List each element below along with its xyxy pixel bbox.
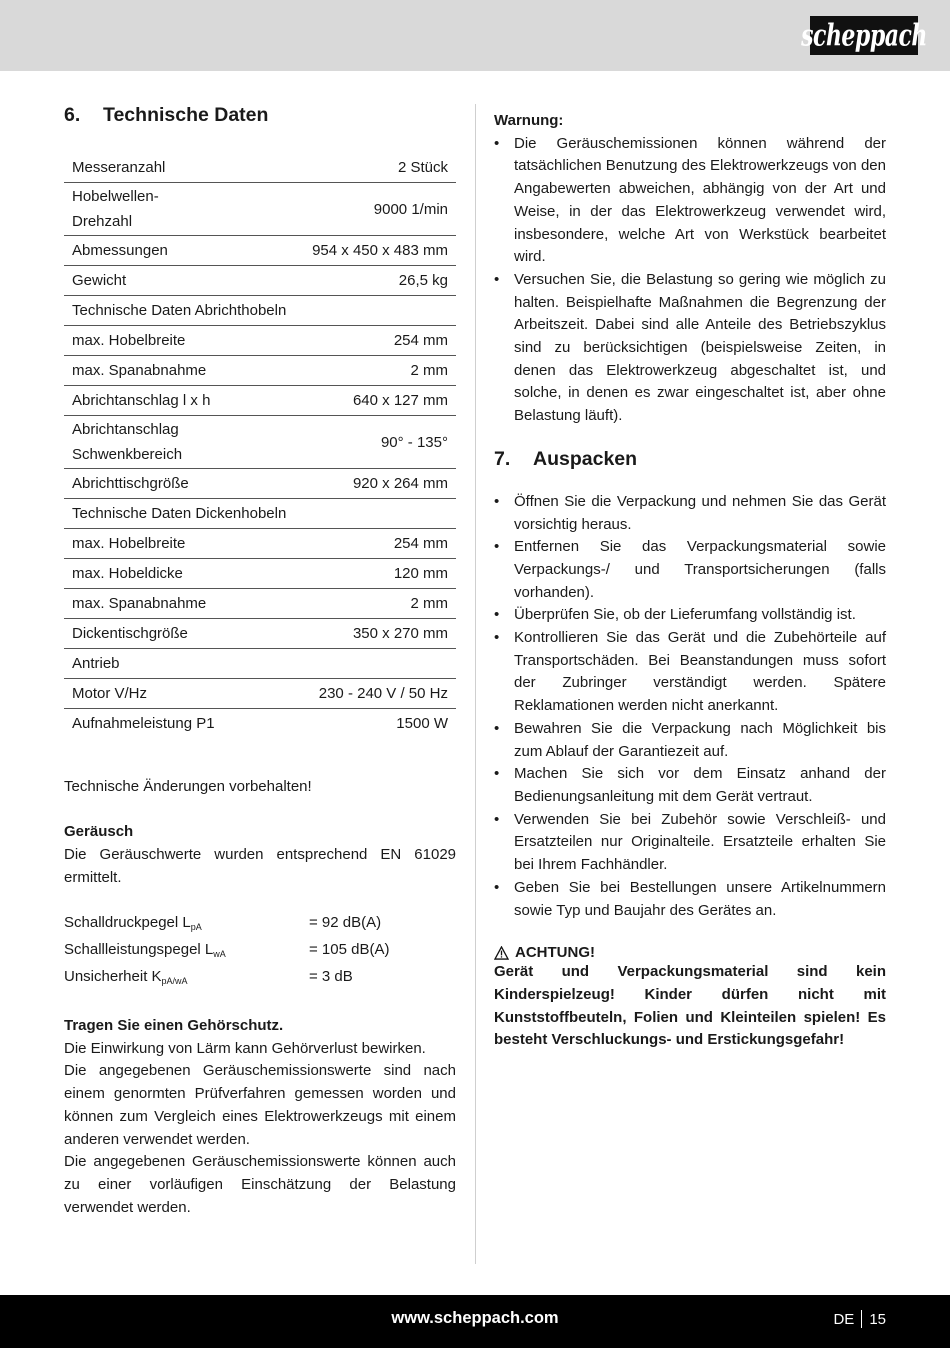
table-row [64, 709, 456, 739]
spec-label: Hobelwellen- Drehzahl [64, 183, 300, 236]
footer-bar [0, 1295, 950, 1348]
spec-value [300, 296, 456, 326]
spec-value: 1500 W [396, 715, 448, 732]
table-row [64, 559, 456, 589]
spec-value: 2 mm [300, 356, 456, 386]
section-title: Technische Daten [103, 104, 269, 126]
table-row [64, 416, 456, 469]
list-item: • Öffnen Sie die Verpackung und nehmen Sie das Gerät vorsichtig heraus. [494, 491, 886, 536]
spec-label: Technische Daten Abrichthobeln [64, 296, 300, 326]
warning-list [494, 133, 886, 428]
list-item: • Machen Sie sich vor dem Einsatz anhand der Bedienungsanleitung mit dem Gerät vertraut. [494, 763, 886, 808]
spec-value: 350 x 270 mm [300, 619, 456, 649]
language-code: DE [833, 1310, 855, 1328]
right-column [494, 104, 886, 1052]
page-indicator [833, 1310, 886, 1328]
spec-label: Abmessungen [64, 236, 300, 266]
noise-row: Schallleistungspegel $L_{wA}$ = 105 dB(A) [64, 940, 390, 959]
spec-value: 254 mm [300, 326, 456, 356]
brand-logo: scheppach [801, 17, 927, 54]
column-divider [475, 104, 476, 1264]
noise-row: Unsicherheit $K_{pA/wA}$ = 3 dB [64, 967, 353, 986]
section-number: 7. [494, 447, 511, 470]
list-item: • Die Geräuschemissionen können während der tatsächlichen Benutzung des Elektrowerkzeugs von den Angabewerten abweichen, abhängig von der Art und Weise, in der das Elektrowerkzeug verwendet wird, insbesondere, welche Art von Werkstück bearbeitet wird. [494, 133, 886, 269]
table-row [64, 266, 456, 296]
spec-value [300, 499, 456, 529]
section-title: Auspacken [533, 447, 638, 470]
spec-value: 90° - 135° [300, 416, 456, 469]
spec-value: 920 x 264 mm [300, 469, 456, 499]
list-item: • Bewahren Sie die Verpackung nach Möglichkeit bis zum Ablauf der Garantiezeit auf. [494, 718, 886, 763]
spec-label: Abrichttischgröße [64, 469, 300, 499]
spec-table [64, 153, 456, 738]
spec-value: 254 mm [300, 529, 456, 559]
table-row [64, 649, 456, 679]
left-column [64, 104, 456, 1219]
attention-text: Gerät und Verpackungsmaterial sind kein Kinderspielzeug! Kinder dürfen nicht mit Kunststoffbeuteln, Folien und Kleinteilen spielen! Es besteht Verschluckungs- und Erstickungsgefahr! [494, 963, 886, 1049]
list-item: • Entfernen Sie das Verpackungsmaterial sowie Verpackungs-/ und Transportsicherungen (falls vorhanden). [494, 536, 886, 604]
attention-heading: ACHTUNG! [494, 944, 886, 961]
spec-value: 2 Stück [300, 153, 456, 183]
table-row [64, 386, 456, 416]
spec-value: 954 x 450 x 483 mm [300, 236, 456, 266]
divider [861, 1310, 862, 1328]
spec-label: Technische Daten Dickenhobeln [64, 499, 300, 529]
protection-paragraph-1: Die Einwirkung von Lärm kann Gehörverlust bewirken. [64, 1039, 426, 1057]
warning-heading: Warnung: [494, 112, 564, 129]
spec-value: 120 mm [300, 559, 456, 589]
spec-label: Messeranzahl [64, 153, 300, 183]
spec-label: max. Spanabnahme [64, 356, 300, 386]
header-bar [0, 0, 950, 71]
list-item: • Geben Sie bei Bestellungen unsere Artikelnummern sowie Typ und Baujahr des Gerätes an. [494, 877, 886, 922]
unpacking-list [494, 491, 886, 922]
spec-label: max. Hobelbreite [64, 326, 300, 356]
section-7-heading [494, 448, 886, 471]
website-link[interactable]: www.scheppach.com [391, 1309, 559, 1327]
table-row [64, 296, 456, 326]
spec-label: max. Hobelbreite [64, 529, 300, 559]
spec-value: 9000 1/min [300, 183, 456, 236]
table-row [64, 236, 456, 266]
spec-label: max. Hobeldicke [64, 559, 300, 589]
protection-paragraph-3: Die angegebenen Geräuschemissionswerte können auch zu einer vorläufigen Einschätzung der Belastung verwendet werden. [64, 1153, 456, 1216]
noise-values [64, 912, 456, 992]
spec-label: Gewicht [64, 266, 300, 296]
spec-value: 26,5 kg [300, 266, 456, 296]
table-row [64, 529, 456, 559]
spec-value [300, 649, 456, 679]
changes-note: Technische Änderungen vorbehalten! [64, 778, 312, 795]
noise-heading: Geräusch [64, 823, 134, 841]
list-item: • Überprüfen Sie, ob der Lieferumfang vollständig ist. [494, 604, 886, 627]
list-item: • Verwenden Sie bei Zubehör sowie Verschleiß- und Ersatzteilen nur Originalteile. Ersatzteile erhalten Sie bei Ihrem Fachhändler. [494, 809, 886, 877]
section-6-heading [64, 104, 456, 127]
table-row [64, 499, 456, 529]
spec-label: Aufnahmeleistung P1 [72, 715, 215, 732]
warning-triangle-icon [494, 946, 509, 960]
spec-label: Abrichtanschlag Schwenkbereich [64, 416, 300, 469]
table-row [64, 183, 456, 236]
spec-label: Motor V/Hz [64, 679, 300, 709]
hearing-protection-heading: Tragen Sie einen Gehörschutz. [64, 1016, 284, 1034]
list-item: • Versuchen Sie, die Belastung so gering wie möglich zu halten. Beispielhafte Maßnahmen die Begrenzung der Arbeitszeit. Dabei sind alle Anteile des Betriebszyklus sind zu berücksichtigen (beispielsweise Zeiten, in denen das Elektrowerkzeug abgeschaltet ist, und solche, in denen es zwar eingeschaltet ist, aber ohne Belastung läuft). [494, 269, 886, 428]
table-row [64, 153, 456, 183]
table-row [64, 619, 456, 649]
spec-label: Abrichtanschlag l x h [64, 386, 300, 416]
table-row [64, 326, 456, 356]
protection-paragraph-2: Die angegebenen Geräuschemissionswerte sind nach einem genormten Prüfverfahren gemessen worden und können zum Vergleich eines Elektrowerkzeugs mit einem anderen verwendet werden. [64, 1062, 456, 1148]
noise-text: Die Geräuschwerte wurden entsprechend EN 61029 ermittelt. [64, 846, 456, 886]
table-row [64, 589, 456, 619]
spec-value: 230 - 240 V / 50 Hz [300, 679, 456, 709]
table-row [64, 356, 456, 386]
spec-label: Dickentischgröße [64, 619, 300, 649]
list-item: • Kontrollieren Sie das Gerät und die Zubehörteile auf Transportschäden. Bei Beanstandungen muss sofort der Zubringer verständigt werden. Spätere Reklamationen werden nicht anerkannt. [494, 627, 886, 718]
spec-value: 640 x 127 mm [300, 386, 456, 416]
page-number: 15 [869, 1310, 886, 1328]
spec-label: Antrieb [64, 649, 300, 679]
spec-label: max. Spanabnahme [64, 589, 300, 619]
noise-row: Schalldruckpegel $L_{pA}$ = 92 dB(A) [64, 914, 382, 933]
section-number: 6. [64, 104, 81, 126]
spec-value: 2 mm [300, 589, 456, 619]
table-row [64, 469, 456, 499]
table-row [64, 679, 456, 709]
